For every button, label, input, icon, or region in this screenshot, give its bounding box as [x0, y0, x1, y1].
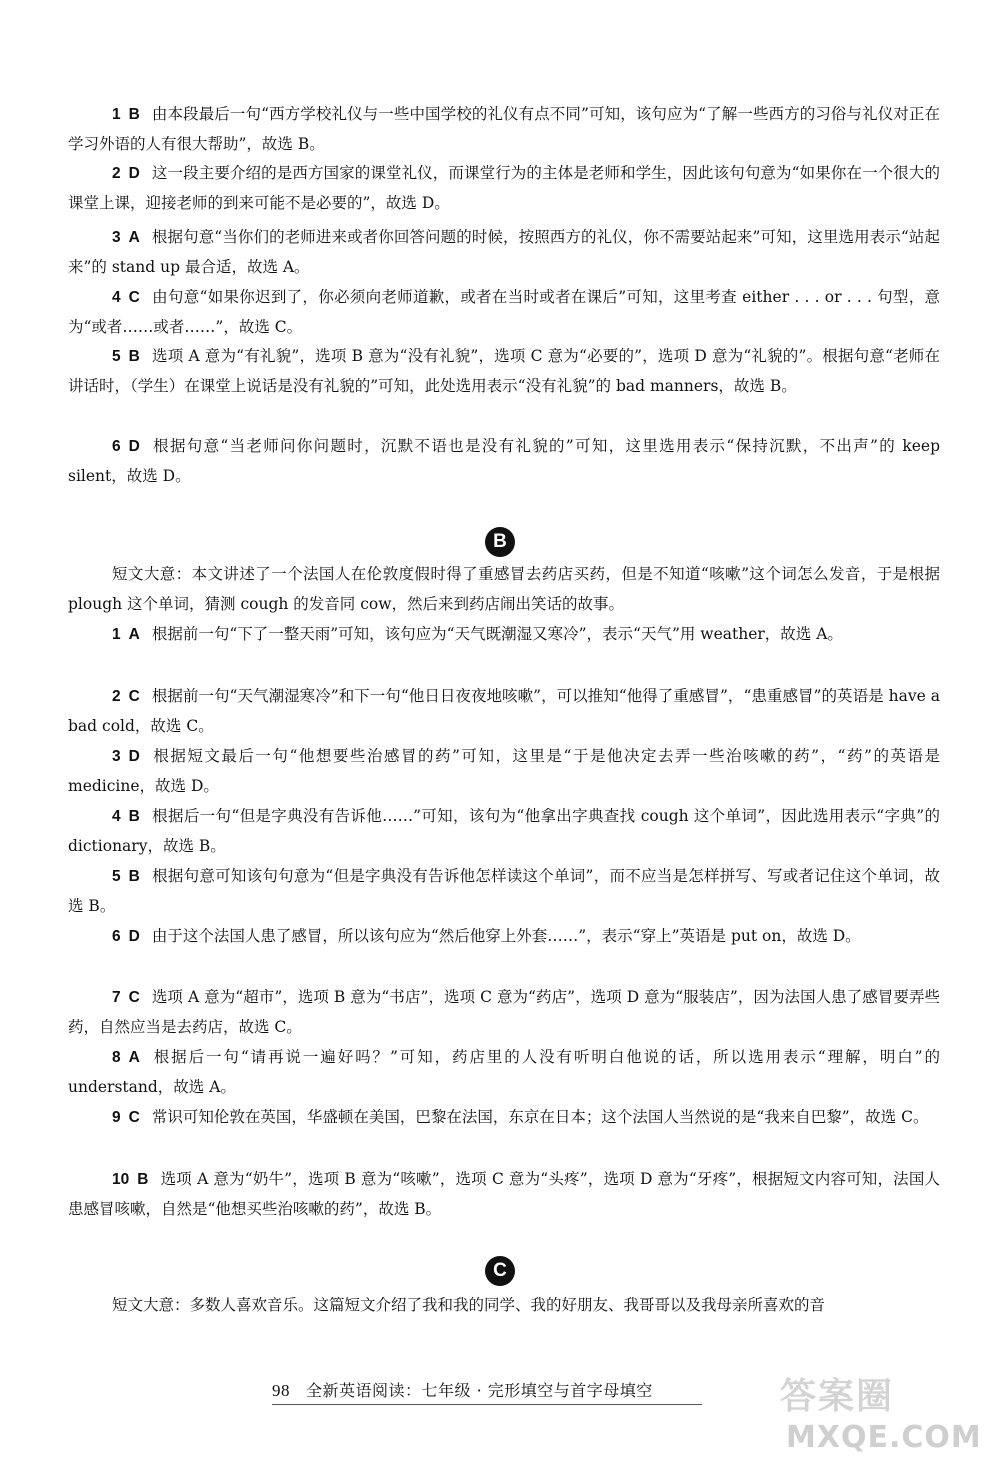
answer-item: 3 D 根据短文最后一句“他想要些治感冒的药”可知，这里是“于是他决定去弄一些治咳嗽的药”，“药”的英语是 medicine，故选 D。: [68, 747, 940, 795]
page-number: 98: [272, 1381, 290, 1400]
answer-item: 1 B 由本段最后一句“西方学校礼仪与一些中国学校的礼仪有点不同”可知，该句应为“了解一些西方的习俗与礼仪对正在学习外语的人有很大帮助”，故选 B。: [68, 105, 940, 153]
answer-item: 5 B 选项 A 意为“有礼貌”，选项 B 意为“没有礼貌”，选项 C 意为“必要的”，选项 D 意为“礼貌的”。根据句意“老师在讲话时，（学生）在课堂上说话是没有礼貌的”可知，此处选用表示“没有礼貌”的 bad manners，故选 B。: [68, 347, 940, 395]
answer-item: 4 B 根据后一句“但是字典没有告诉他……”可知，该句为“他拿出字典查找 cough 这个单词”，因此选用表示“字典”的 dictionary，故选 B。: [68, 807, 940, 855]
passage-summary: 短文大意：多数人喜欢音乐。这篇短文介绍了我和我的同学、我的好朋友、我哥哥以及我母亲所喜欢的音: [112, 1296, 826, 1314]
answer-item: 4 C 由句意“如果你迟到了，你必须向老师道歉，或者在当时或者在课后”可知，这里考查 either . . . or . . . 句型，意为“或者……或者……”，故选 C。: [68, 288, 940, 336]
answer-item: 3 A 根据句意“当你们的老师进来或者你回答问题的时候，按照西方的礼仪，你不需要站起来”可知，这里选用表示“站起来”的 stand up 最合适，故选 A。: [68, 228, 940, 276]
section-badge-b: B: [485, 527, 515, 557]
answer-item: 8 A 根据后一句“请再说一遍好吗？”可知，药店里的人没有听明白他说的话，所以选用表示“理解，明白”的 understand，故选 A。: [68, 1048, 940, 1096]
answer-item: 9 C 常识可知伦敦在英国，华盛顿在美国，巴黎在法国，东京在日本；这个法国人当然说的是“我来自巴黎”，故选 C。: [112, 1108, 929, 1126]
answer-item: 6 D 根据句意“当老师问你问题时，沉默不语也是没有礼貌的”可知，这里选用表示“保持沉默，不出声”的 keep silent，故选 D。: [68, 437, 940, 485]
answer-item: 10 B 选项 A 意为“奶牛”，选项 B 意为“咳嗽”，选项 C 意为“头疼”，选项 D 意为“牙疼”，根据短文内容可知，法国人患感冒咳嗽，自然是“他想买些治咳嗽的药”，故选 B。: [68, 1170, 940, 1218]
page-footer: [272, 1378, 653, 1401]
answer-item: 2 D 这一段主要介绍的是西方国家的课堂礼仪，而课堂行为的主体是老师和学生，因此该句句意为“如果你在一个很大的课堂上课，迎接老师的到来可能不是必要的”，故选 D。: [68, 164, 940, 212]
watermark-site: MXQE.COM: [786, 1420, 982, 1455]
book-title: 全新英语阅读：七年级 · 完形填空与首字母填空: [306, 1381, 653, 1400]
answer-item: 6 D 由于这个法国人患了感冒，所以该句应为“然后他穿上外套……”，表示“穿上”英语是 put on，故选 D。: [112, 927, 861, 945]
answer-item: 2 C 根据前一句“天气潮湿寒冷”和下一句“他日日夜夜地咳嗽”，可以推知“他得了重感冒”，“患重感冒”的英语是 have a bad cold，故选 C。: [68, 687, 940, 735]
answer-item: 1 A 根据前一句“下了一整天雨”可知，该句应为“天气既潮湿又寒冷”，表示“天气”用 weather，故选 A。: [112, 625, 843, 643]
section-badge-c: C: [485, 1256, 515, 1286]
answer-item: 7 C 选项 A 意为“超市”，选项 B 意为“书店”，选项 C 意为“药店”，选项 D 意为“服装店”，因为法国人患了感冒要弄些药，自然应当是去药店，故选 C。: [68, 988, 940, 1036]
watermark-logo: 答案圈: [780, 1376, 895, 1417]
passage-summary: 短文大意：本文讲述了一个法国人在伦敦度假时得了重感冒去药店买药，但是不知道“咳嗽”这个词怎么发音，于是根据 plough 这个单词，猜测 cough 的发音同 cow，然后来到药店闹出笑话的故事。: [68, 565, 940, 613]
answer-item: 5 B 根据句意可知该句句意为“但是字典没有告诉他怎样读这个单词”，而不应当是怎样拼写、写或者记住这个单词，故选 B。: [68, 867, 940, 915]
footer-rule: [272, 1404, 702, 1405]
